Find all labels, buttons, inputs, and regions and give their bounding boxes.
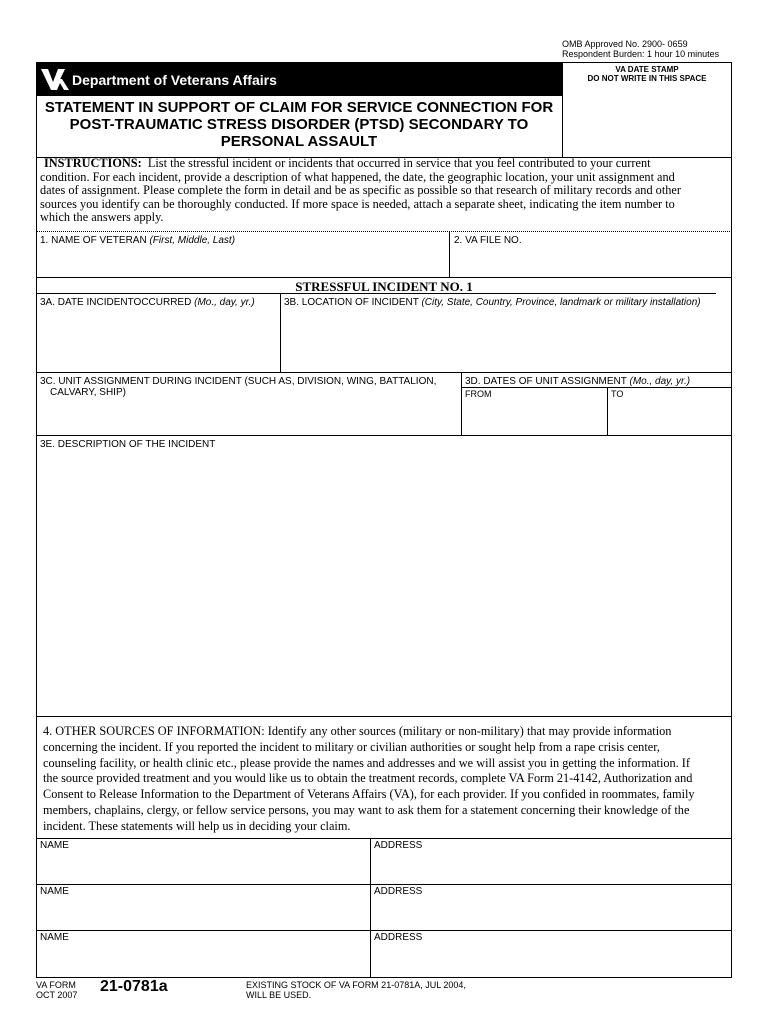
form-title-line-1: STATEMENT IN SUPPORT OF CLAIM FOR SERVICE CONNECTION FOR (44, 99, 554, 116)
date-occurred-field[interactable] (38, 310, 278, 370)
agency-name: Department of Veterans Affairs (72, 72, 277, 88)
stamp-label: VA DATE STAMP (615, 65, 679, 74)
to-label: TO (611, 389, 624, 399)
form-footer-label (36, 980, 77, 1000)
veteran-name-field[interactable] (38, 247, 448, 275)
source-3-name-field[interactable] (38, 944, 368, 974)
respondent-burden: Respondent Burden: 1 hour 10 minutes (562, 49, 720, 59)
description-field[interactable] (38, 452, 730, 712)
source-1-address-field[interactable] (372, 852, 730, 882)
form-title-line-2: POST-TRAUMATIC STRESS DISORDER (PTSD) SECONDARY TO (69, 116, 529, 133)
va-file-no-field[interactable] (452, 247, 730, 275)
source-1-address-label: ADDRESS (374, 840, 423, 851)
other-sources-text: 4. OTHER SOURCES OF INFORMATION: Identify any other sources (military or non-military) that may provide information concerning the incident. If you reported the incident to military or civilian authorities or sought help from a rape crisis center, counseling facility, or health clinic etc., please provide the names and addresses and we will assist you in getting the information. If the source provided treatment and you would like us to obtain the treatment records, complete VA Form 21-4142, Authorization and Consent to Release Information to the Department of Veterans Affairs (VA), for each provider. If you confided in roommates, family members, chaplains, clergy, or fellow service persons, you may want to ask them for a statement concerning their knowledge of the incident. These statements will help us in deciding your claim. (43, 724, 695, 833)
source-2-name-label: NAME (40, 886, 69, 897)
description-label: 3E. DESCRIPTION OF THE INCIDENT (40, 439, 216, 450)
stamp-note: DO NOT WRITE IN THIS SPACE (587, 74, 707, 83)
source-3-name-label: NAME (40, 932, 69, 943)
source-1-name-label: NAME (40, 840, 69, 851)
incident-heading: STRESSFUL INCIDENT NO. 1 (295, 279, 473, 294)
source-2-name-field[interactable] (38, 898, 368, 928)
location-field[interactable] (282, 310, 730, 370)
location-label: 3B. LOCATION OF INCIDENT (City, State, Country, Province, landmark or military installation) (284, 297, 701, 308)
to-date-field[interactable] (609, 400, 730, 432)
from-label: FROM (465, 389, 492, 399)
omb-approved: OMB Approved No. 2900- 0659 (562, 39, 688, 49)
form-label: VA FORM (36, 980, 76, 990)
form-title-line-3: PERSONAL ASSAULT (220, 133, 378, 150)
date-occurred-label: 3A. DATE INCIDENTOCCURRED (Mo., day, yr.) (40, 297, 255, 308)
unit-assignment-label: 3C. UNIT ASSIGNMENT DURING INCIDENT (SUCH AS, DIVISION, WING, BATTALION, CALVARY, SHIP) (40, 376, 437, 398)
source-3-address-label: ADDRESS (374, 932, 423, 943)
dates-of-assignment-label: 3D. DATES OF UNIT ASSIGNMENT (Mo., day, yr.) (465, 376, 691, 387)
instructions-heading: INSTRUCTIONS: (44, 156, 142, 170)
omb-info (562, 39, 719, 59)
va-file-no-label: 2. VA FILE NO. (454, 235, 522, 246)
veteran-name-label: 1. NAME OF VETERAN (First, Middle, Last) (40, 235, 236, 246)
unit-assignment-field[interactable] (38, 400, 458, 432)
source-2-address-label: ADDRESS (374, 886, 423, 897)
source-1-name-field[interactable] (38, 852, 368, 882)
instructions-text: List the stressful incident or incidents that occurred in service that you feel contributed to your current condition. For each incident, provide a description of what happened, the date, the geographic location, your unit assignment and dates of assignment. Please complete the form in detail and be as specific as possible so that research of military records and other sources you identify can be thoroughly conducted. If more space is needed, attach a separate sheet, indicating the item number to which the answers apply. (40, 156, 681, 225)
existing-stock-note: EXISTING STOCK OF VA FORM 21-0781A, JUL 2004, WILL BE USED. (246, 980, 466, 1000)
instructions (40, 157, 700, 225)
from-date-field[interactable] (463, 400, 605, 432)
source-2-address-field[interactable] (372, 898, 730, 928)
form-number: 21-0781a (100, 978, 168, 995)
source-3-address-field[interactable] (372, 944, 730, 974)
form-date: OCT 2007 (36, 990, 78, 1000)
